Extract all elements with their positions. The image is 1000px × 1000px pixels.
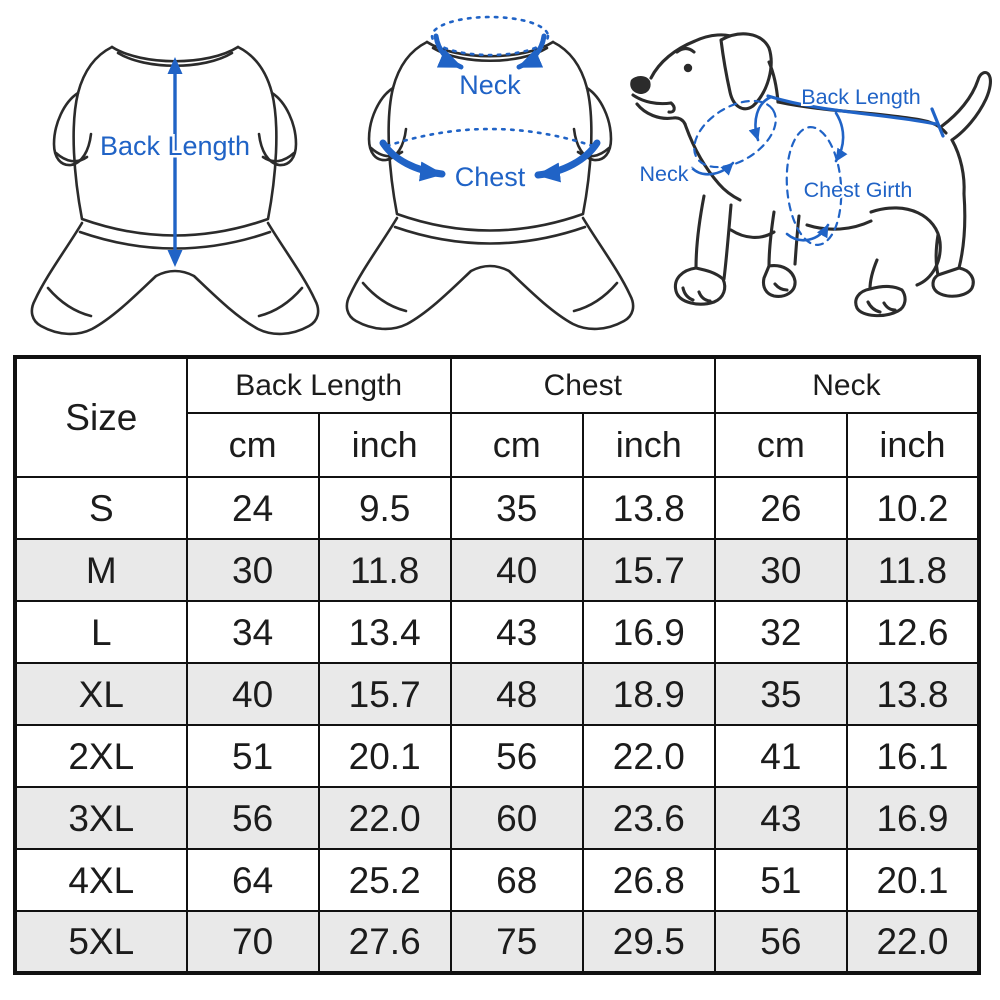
value-cell: 16.9 <box>583 601 715 663</box>
garment-back-view-illustration <box>15 5 335 340</box>
unit-header-chest-inch: inch <box>583 413 715 477</box>
value-cell: 51 <box>715 849 847 911</box>
dog-tail <box>942 73 990 140</box>
value-cell: 34 <box>187 601 319 663</box>
value-cell: 10.2 <box>847 477 979 539</box>
value-cell: 56 <box>451 725 583 787</box>
dog-chest-branch-arrow <box>836 113 843 161</box>
size-chart-table <box>13 355 981 975</box>
chest-measure-arc <box>387 129 593 146</box>
value-cell: 23.6 <box>583 787 715 849</box>
value-cell: 22.0 <box>583 725 715 787</box>
table-row <box>15 725 979 787</box>
value-cell: 13.8 <box>847 663 979 725</box>
value-cell: 75 <box>451 911 583 973</box>
unit-header-backlength-cm: cm <box>187 413 319 477</box>
back-length-label: Back Length <box>99 131 251 161</box>
value-cell: 16.9 <box>847 787 979 849</box>
dog-neck-pointer-arrow <box>692 163 733 174</box>
value-cell: 35 <box>451 477 583 539</box>
value-cell: 43 <box>715 787 847 849</box>
size-column-header: Size <box>15 357 187 477</box>
value-cell: 11.8 <box>847 539 979 601</box>
value-cell: 41 <box>715 725 847 787</box>
value-cell: 68 <box>451 849 583 911</box>
size-cell: M <box>15 539 187 601</box>
size-cell: 2XL <box>15 725 187 787</box>
size-cell: XL <box>15 663 187 725</box>
value-cell: 22.0 <box>847 911 979 973</box>
value-cell: 40 <box>187 663 319 725</box>
value-cell: 20.1 <box>319 725 451 787</box>
value-cell: 24 <box>187 477 319 539</box>
value-cell: 30 <box>715 539 847 601</box>
dog-nose <box>630 76 650 94</box>
dog-chest-girth-label: Chest Girth <box>803 178 913 202</box>
table-row <box>15 477 979 539</box>
value-cell: 16.1 <box>847 725 979 787</box>
table-row <box>15 663 979 725</box>
garment-front-view-illustration <box>330 0 650 335</box>
unit-header-backlength-inch: inch <box>319 413 451 477</box>
neck-measure-ellipse <box>432 17 548 55</box>
value-cell: 56 <box>715 911 847 973</box>
value-cell: 25.2 <box>319 849 451 911</box>
chest-label: Chest <box>454 162 526 192</box>
value-cell: 15.7 <box>583 539 715 601</box>
value-cell: 27.6 <box>319 911 451 973</box>
dog-neck-label: Neck <box>639 162 689 186</box>
value-cell: 35 <box>715 663 847 725</box>
chest-column-header: Chest <box>451 357 715 413</box>
table-row <box>15 911 979 973</box>
unit-header-neck-inch: inch <box>847 413 979 477</box>
table-row <box>15 539 979 601</box>
table-row <box>15 787 979 849</box>
dog-back-length-label: Back Length <box>801 85 921 109</box>
unit-header-chest-cm: cm <box>451 413 583 477</box>
value-cell: 12.6 <box>847 601 979 663</box>
size-cell: 3XL <box>15 787 187 849</box>
dog-eyebrow <box>677 49 694 53</box>
back-length-column-header: Back Length <box>187 357 451 413</box>
value-cell: 15.7 <box>319 663 451 725</box>
size-cell: S <box>15 477 187 539</box>
size-cell: 4XL <box>15 849 187 911</box>
dog-ear <box>721 34 771 109</box>
value-cell: 9.5 <box>319 477 451 539</box>
value-cell: 13.8 <box>583 477 715 539</box>
size-cell: 5XL <box>15 911 187 973</box>
value-cell: 64 <box>187 849 319 911</box>
value-cell: 51 <box>187 725 319 787</box>
neck-label: Neck <box>459 70 521 100</box>
value-cell: 26 <box>715 477 847 539</box>
dog-illustration <box>625 0 997 350</box>
value-cell: 30 <box>187 539 319 601</box>
dog-neck-branch-arrow <box>756 97 771 140</box>
value-cell: 48 <box>451 663 583 725</box>
neck-column-header: Neck <box>715 357 979 413</box>
value-cell: 32 <box>715 601 847 663</box>
value-cell: 18.9 <box>583 663 715 725</box>
value-cell: 20.1 <box>847 849 979 911</box>
dog-measure-annotations <box>640 85 943 247</box>
table-row <box>15 849 979 911</box>
value-cell: 11.8 <box>319 539 451 601</box>
value-cell: 40 <box>451 539 583 601</box>
dog-eye <box>684 64 692 72</box>
table-row <box>15 601 979 663</box>
value-cell: 43 <box>451 601 583 663</box>
value-cell: 56 <box>187 787 319 849</box>
value-cell: 60 <box>451 787 583 849</box>
group-header-row <box>15 357 979 413</box>
value-cell: 29.5 <box>583 911 715 973</box>
size-cell: L <box>15 601 187 663</box>
value-cell: 22.0 <box>319 787 451 849</box>
unit-header-neck-cm: cm <box>715 413 847 477</box>
value-cell: 26.8 <box>583 849 715 911</box>
value-cell: 70 <box>187 911 319 973</box>
value-cell: 13.4 <box>319 601 451 663</box>
